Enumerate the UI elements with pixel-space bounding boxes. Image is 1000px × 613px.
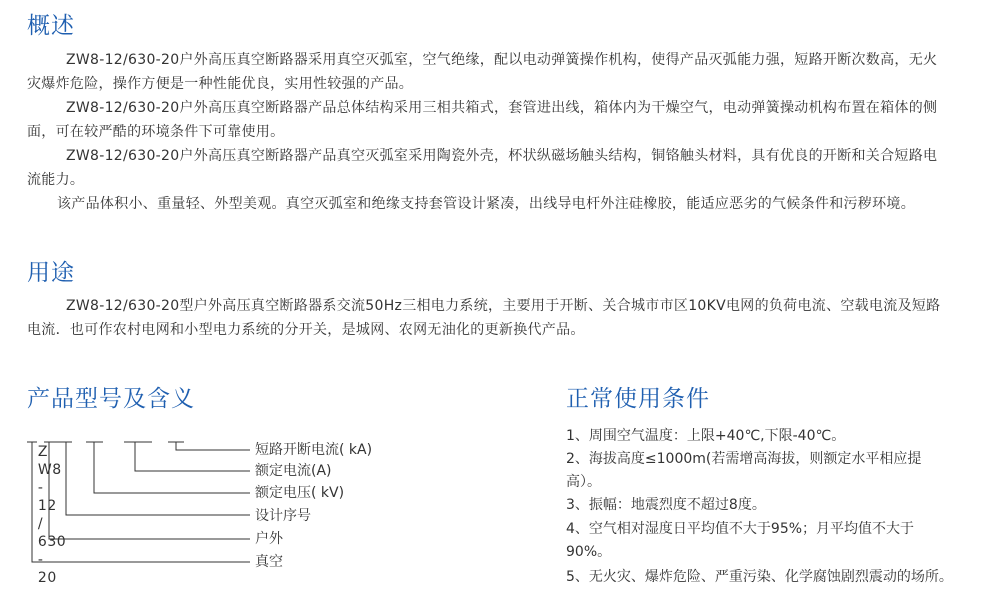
overview-paragraph-3: ZW8-12/630-20户外高压真空断路器产品真空灭弧室采用陶瓷外壳，杯状纵磁场触头结构，铜铬触头材料，具有优良的开断和关合短路电流能力。 [27, 148, 938, 188]
code-dash-1: - [37, 480, 44, 496]
model-heading: 产品型号及含义 [27, 386, 195, 412]
condition-item-5: 5、无火灾、爆炸危险、严重污染、化学腐蚀剧烈震动的场所。 [566, 569, 953, 585]
overview-heading: 概述 [27, 13, 75, 39]
code-w: W [37, 462, 53, 478]
code-slash: / [37, 516, 44, 532]
overview-paragraph-4: 该产品体积小、重量轻、外型美观。真空灭弧室和绝缘支持套管设计紧凑，出线导电杆外注硅橡胶，能适应恶劣的气候条件和污秽环境。 [57, 196, 915, 212]
label-breaking-current: 短路开断电流( kA) [255, 442, 373, 458]
condition-item-2: 2、海拔高度≤1000m(若需增高海拔，则额定水平相应提高）。 [566, 451, 922, 490]
usage-paragraph: ZW8-12/630-20型户外高压真空断路器系交流50Hz三相电力系统，主要用于开断、关合城市市区10KV电网的负荷电流、空载电流及短路电流．也可作农村电网和小型电力系统的分开关，是城网、农网无油化的更新换代产品。 [27, 298, 941, 338]
condition-item-1: 1、周围空气温度：上限+40℃,下限-40℃。 [566, 428, 846, 444]
condition-item-3: 3、振幅：地震烈度不超过8度。 [566, 497, 766, 513]
code-dash-2: - [37, 552, 44, 568]
usage-heading: 用途 [27, 260, 75, 286]
code-20: 20 [37, 570, 57, 586]
conditions-heading: 正常使用条件 [566, 386, 710, 412]
overview-paragraph-1: ZW8-12/630-20户外高压真空断路器采用真空灭弧室，空气绝缘，配以电动弹簧操作机构，使得产品灭弧能力强，短路开断次数高，无火灾爆炸危险，操作方便是一种性能优良，实用性较强的产品。 [27, 52, 938, 92]
code-z: Z [37, 444, 48, 460]
code-12: 12 [37, 498, 57, 514]
label-vacuum: 真空 [255, 554, 283, 570]
code-630: 630 [37, 534, 67, 550]
overview-paragraph-2: ZW8-12/630-20户外高压真空断路器产品总体结构采用三相共箱式，套管进出线，箱体内为干燥空气，电动弹簧操动机构布置在箱体的侧面，可在较严酷的环境条件下可靠使用。 [27, 100, 938, 140]
label-rated-current: 额定电流(A) [255, 463, 332, 479]
condition-item-4: 4、空气相对湿度日平均值不大于95%；月平均值不大于90%。 [566, 521, 915, 560]
label-outdoor: 户外 [255, 531, 283, 547]
label-rated-voltage: 额定电压( kV) [255, 485, 345, 501]
label-design-serial: 设计序号 [255, 508, 311, 524]
code-8: 8 [52, 462, 62, 478]
